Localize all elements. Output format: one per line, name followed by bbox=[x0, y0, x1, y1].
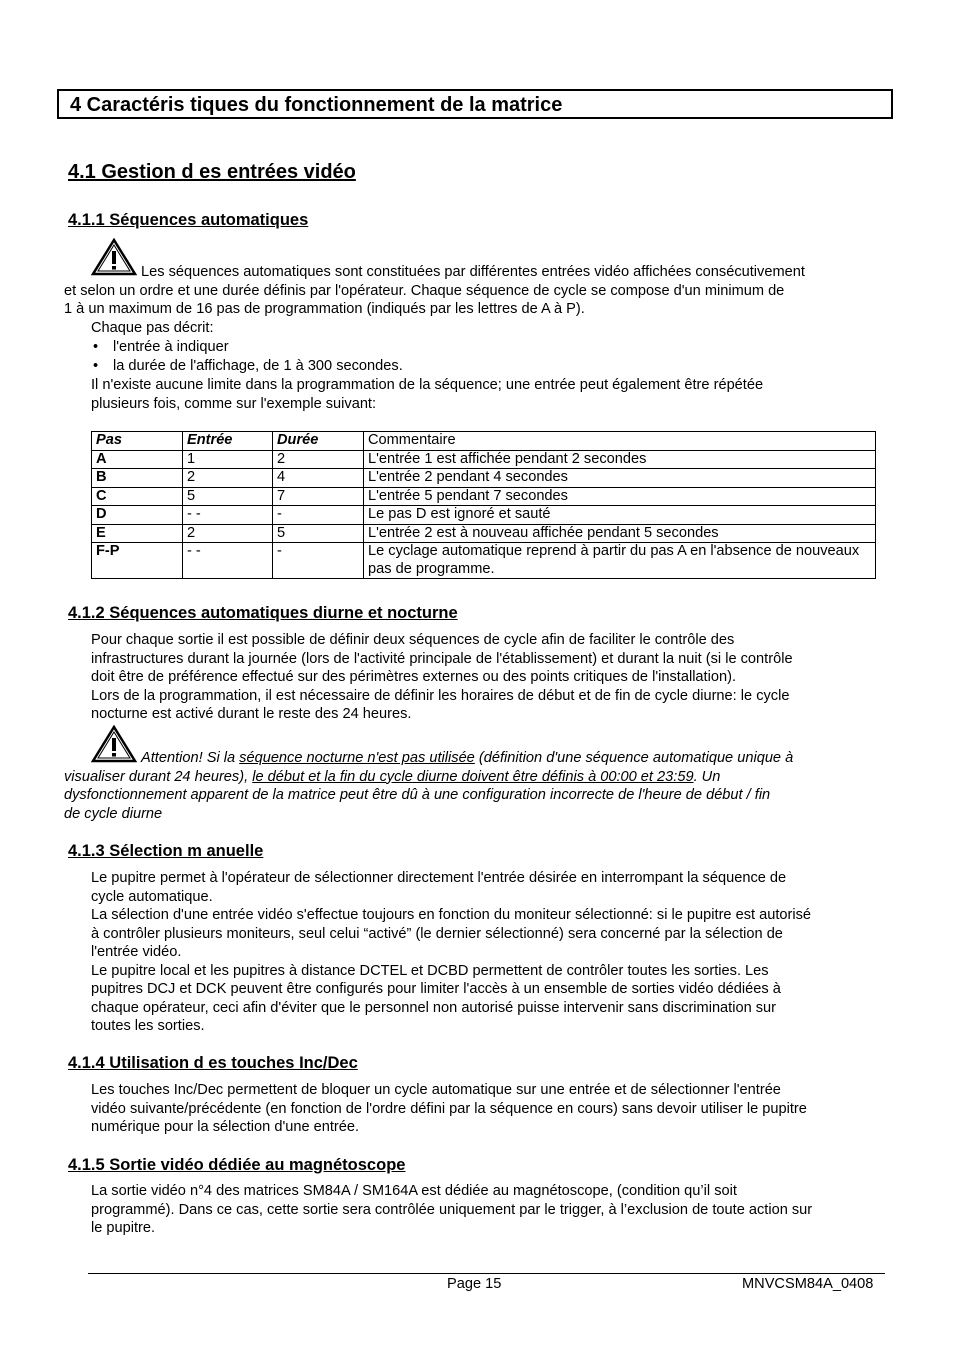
header-duree: Durée bbox=[273, 432, 364, 451]
text-line: 1 à un maximum de 16 pas de programmation (indiqués par les lettres de A à P). bbox=[64, 301, 585, 317]
cell-entree: - - bbox=[183, 543, 273, 579]
table-row bbox=[92, 469, 876, 488]
text-line: numérique pour la sélection d'une entrée. bbox=[91, 1119, 360, 1135]
text-line: doit être de préférence effectué sur des périmètres externes ou des points critiques de l'installation). bbox=[91, 669, 736, 685]
warning-text: (définition d'une séquence automatique unique à bbox=[474, 750, 794, 766]
cell-pas: D bbox=[92, 506, 183, 525]
cell-duree: 2 bbox=[273, 450, 364, 469]
table-row bbox=[92, 524, 876, 543]
text-line: Chaque pas décrit: bbox=[91, 319, 214, 336]
cell-duree: - bbox=[273, 506, 364, 525]
cell-commentaire: Le cyclage automatique reprend à partir du pas A en l'absence de nouveaux pas de programme. bbox=[364, 543, 876, 579]
text-line: nocturne est activé durant le reste des 24 heures. bbox=[91, 706, 412, 722]
cell-duree: 5 bbox=[273, 524, 364, 543]
text-line: Le pupitre permet à l'opérateur de sélectionner directement l'entrée désirée en interrompant la séquence de bbox=[91, 870, 787, 886]
text-line: l'entrée vidéo. bbox=[91, 944, 182, 960]
text-line bbox=[64, 768, 886, 787]
text-line: dysfonctionnement apparent de la matrice peut être dû à une configuration incorrecte de l'heure de début / fin bbox=[64, 787, 771, 803]
text-line: toutes les sorties. bbox=[91, 1018, 205, 1034]
text-line: cycle automatique. bbox=[91, 888, 213, 905]
text-line: infrastructures durant la journée (lors de l'activité principale de l'établissement) et durant la nuit (si le contrôle bbox=[91, 650, 793, 667]
warning-text: . Un bbox=[693, 768, 721, 785]
chapter-title: 4 Caractéris tiques du fonctionnement de la matrice bbox=[57, 89, 893, 119]
section-4-1-1-title: 4.1.1 Séquences automatiques bbox=[68, 211, 309, 229]
table-row bbox=[92, 450, 876, 469]
cell-duree: 4 bbox=[273, 469, 364, 488]
text-line: plusieurs fois, comme sur l'exemple suivant: bbox=[91, 395, 377, 412]
intro-paragraph bbox=[64, 263, 886, 337]
page-number: Page 15 bbox=[447, 1276, 502, 1292]
manual-selection-paragraph bbox=[91, 869, 886, 1036]
warning-text: Attention! Si la bbox=[141, 750, 240, 766]
text-line: La sortie vidéo n°4 des matrices SM84A / SM164A est dédiée au magnétoscope, (condition qu’il soit bbox=[91, 1183, 737, 1199]
header-pas: Pas bbox=[92, 432, 183, 451]
section-4-1-4-title: 4.1.4 Utilisation d es touches Inc/Dec bbox=[68, 1054, 358, 1072]
sequence-table bbox=[91, 431, 876, 579]
cell-commentaire: L'entrée 2 pendant 4 secondes bbox=[364, 469, 876, 488]
day-night-paragraph bbox=[91, 631, 886, 724]
footer-divider bbox=[88, 1273, 885, 1274]
text-line: et selon un ordre et une durée définis par l'opérateur. Chaque séquence de cycle se compose d'un minimum de bbox=[64, 282, 785, 299]
header-entree: Entrée bbox=[183, 432, 273, 451]
cell-entree: 2 bbox=[183, 524, 273, 543]
cell-pas: F-P bbox=[92, 543, 183, 579]
text-line: vidéo suivante/précédente (en fonction de l'ordre défini par la séquence en cours) sans devoir utiliser le pupitre bbox=[91, 1100, 807, 1117]
text-line: Le pupitre local et les pupitres à distance DCTEL et DCBD permettent de contrôler toutes les sorties. Les bbox=[91, 962, 769, 979]
warning-text: visualiser durant 24 heures), bbox=[64, 768, 253, 785]
document-reference: MNVCSM84A_0408 bbox=[742, 1276, 874, 1292]
bullet-item: • la durée de l'affichage, de 1 à 300 secondes. bbox=[91, 357, 886, 376]
step-bullets bbox=[91, 338, 886, 375]
text-line: pupitres DCJ et DCK peuvent être configurés pour limiter l'accès à un ensemble de sorties vidéo dédiées à bbox=[91, 981, 781, 997]
cell-commentaire: L'entrée 2 est à nouveau affichée pendant 5 secondes bbox=[364, 524, 876, 543]
text-line: à contrôler plusieurs moniteurs, seul celui “activé” (le dernier sélectionné) sera concerné par la sélection de bbox=[91, 925, 783, 942]
text-line bbox=[91, 749, 886, 768]
text-line: Les séquences automatiques sont constituées par différentes entrées vidéo affichées consécutivement bbox=[141, 264, 805, 280]
cell-commentaire: L'entrée 1 est affichée pendant 2 secondes bbox=[364, 450, 876, 469]
warning-underlined: le début et la fin du cycle diurne doivent être définis à 00:00 et 23:59 bbox=[252, 768, 694, 785]
cell-duree: - bbox=[273, 543, 364, 579]
cell-commentaire: Le pas D est ignoré et sauté bbox=[364, 506, 876, 525]
text-line: le pupitre. bbox=[91, 1220, 156, 1236]
cell-entree: 1 bbox=[183, 450, 273, 469]
text-line: Pour chaque sortie il est possible de définir deux séquences de cycle afin de faciliter le contrôle des bbox=[91, 632, 735, 648]
after-paragraph bbox=[91, 376, 886, 413]
table-row bbox=[92, 487, 876, 506]
warning-underlined: séquence nocturne n'est pas utilisée bbox=[239, 750, 475, 766]
text-line: Les touches Inc/Dec permettent de bloquer un cycle automatique sur une entrée et de sélectionner l'entrée bbox=[91, 1082, 781, 1098]
vcr-output-paragraph bbox=[91, 1182, 886, 1238]
section-4-1-title: 4.1 Gestion d es entrées vidéo bbox=[68, 161, 356, 183]
text-line: programmé). Dans ce cas, cette sortie sera contrôlée uniquement par le trigger, à l’exclusion de toute action sur bbox=[91, 1201, 813, 1218]
text-line: de cycle diurne bbox=[64, 805, 163, 822]
cell-duree: 7 bbox=[273, 487, 364, 506]
text-line: Il n'existe aucune limite dans la programmation de la séquence; une entrée peut également être répétée bbox=[91, 377, 764, 393]
header-commentaire: Commentaire bbox=[364, 432, 876, 451]
text-line: La sélection d'une entrée vidéo s'effectue toujours en fonction du moniteur sélectionné: si le pupitre est autorisé bbox=[91, 907, 812, 923]
table-row bbox=[92, 543, 876, 579]
cell-pas: E bbox=[92, 524, 183, 543]
table-header-row bbox=[92, 432, 876, 451]
cell-pas: C bbox=[92, 487, 183, 506]
section-4-1-3-title: 4.1.3 Sélection m anuelle bbox=[68, 842, 264, 860]
cell-entree: 5 bbox=[183, 487, 273, 506]
text-line: Lors de la programmation, il est nécessaire de définir les horaires de début et de fin de cycle diurne: le cycle bbox=[91, 687, 790, 704]
text-line: chaque opérateur, ceci afin d'éviter que le personnel non autorisé puisse intervenir sans discrimination sur bbox=[91, 999, 777, 1016]
warning-paragraph bbox=[64, 749, 886, 823]
cell-entree: - - bbox=[183, 506, 273, 525]
cell-pas: A bbox=[92, 450, 183, 469]
cell-entree: 2 bbox=[183, 469, 273, 488]
inc-dec-paragraph bbox=[91, 1081, 886, 1137]
section-4-1-2-title: 4.1.2 Séquences automatiques diurne et nocturne bbox=[68, 604, 458, 622]
bullet-item: • l'entrée à indiquer bbox=[91, 338, 886, 357]
section-4-1-5-title: 4.1.5 Sortie vidéo dédiée au magnétoscope bbox=[68, 1156, 406, 1174]
table-row bbox=[92, 506, 876, 525]
cell-pas: B bbox=[92, 469, 183, 488]
cell-commentaire: L'entrée 5 pendant 7 secondes bbox=[364, 487, 876, 506]
